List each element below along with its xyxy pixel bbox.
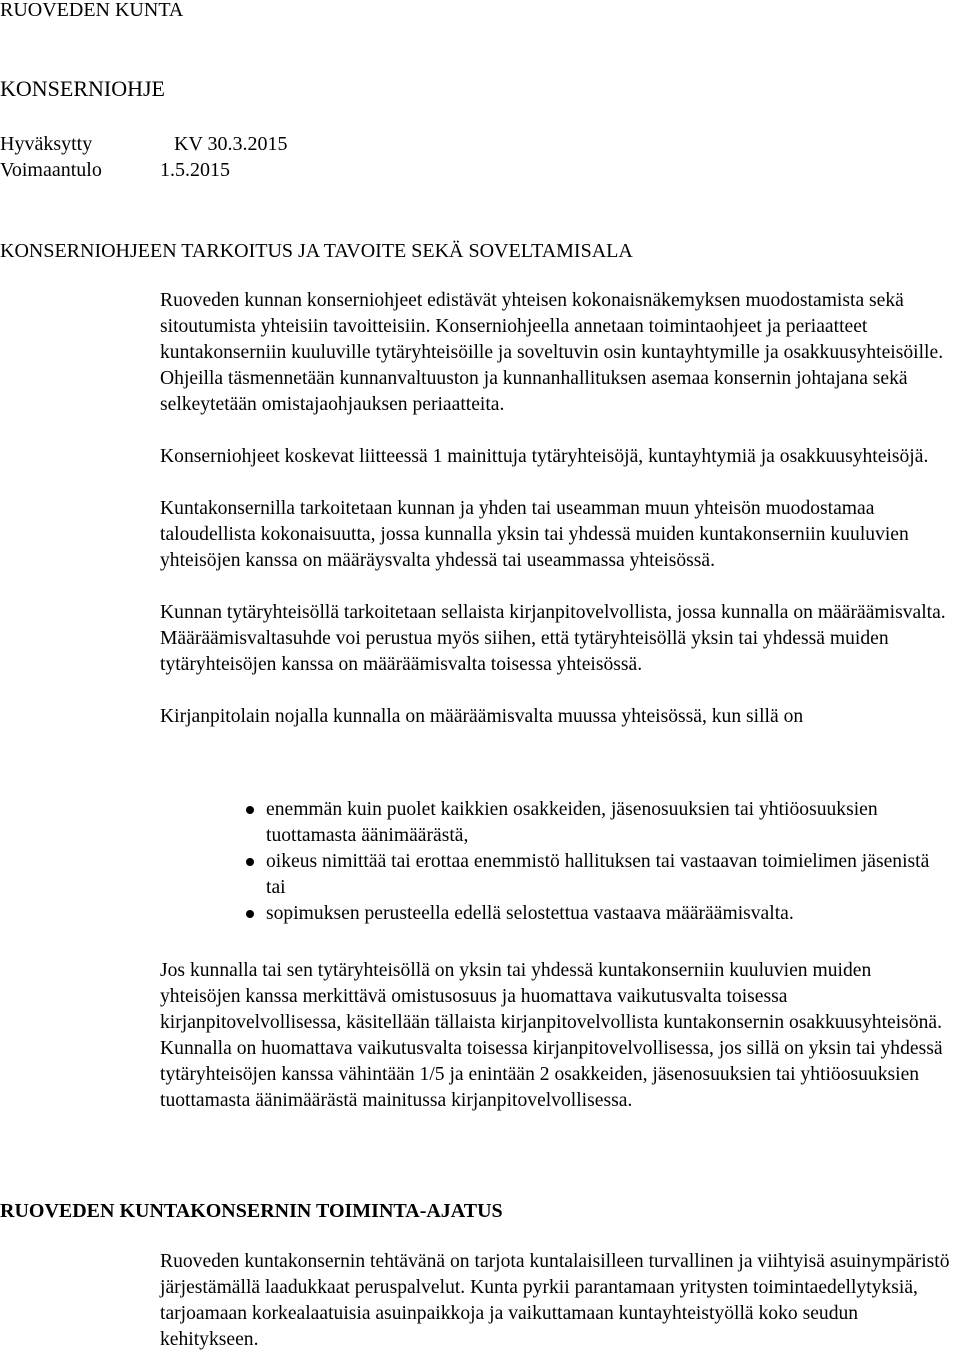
paragraph-purpose: Ruoveden kunnan konserniohjeet edistävät yhteisen kokonaisnäkemyksen muodostamista sekä sitoutumista yhteisiin tavoitteisiin. Konserniohjeella annetaan toimintaohjeet ja periaatteet kuntakonserniin kuuluville tytäryhteisöille ja soveltuvin osin kuntayhtymille ja osakkuusyhteisöille. Ohjeilla täsmennetään kunnanvaltuuston ja kunnanhallituksen asemaa konsernin johtajana sekä selkeytetään omistajaohjauksen periaatteita. (160, 290, 944, 415)
section-heading-mission: RUOVEDEN KUNTAKONSERNIN TOIMINTA-AJATUS (0, 1200, 503, 1222)
bullet-icon (246, 858, 254, 866)
paragraph-osakkuusyhteiso: Jos kunnalla tai sen tytäryhteisöllä on yksin tai yhdessä kuntakonserniin kuuluvien muiden yhteisöjen kanssa merkittävä omistusosuus ja huomattava vaikutusvalta toisessa kirjanpitovelvollisessa, käsitellään tällaista kirjanpitovelvollista kuntakonsernin osakkuusyhteisönä. Kunnalla on huomattava vaikutusvalta toisessa kirjanpitovelvollisessa, jos sillä on yksin tai yhdessä tytäryhteisöjen kanssa vähintään 1/5 ja enintään 2 osakkeiden, jäsenosuuksien tai yhtiöosuuksien tuottamasta äänimäärästä mainitussa kirjanpitovelvollisessa. (160, 960, 943, 1111)
list-item: oikeus nimittää tai erottaa enemmistö hallituksen tai vastaavan toimielimen jäsenistä tai (160, 849, 950, 901)
list-item: sopimuksen perusteella edellä selostettua vastaava määräämisvalta. (160, 901, 950, 927)
paragraph-kirjanpitolaki: Kirjanpitolain nojalla kunnalla on määräämisvalta muussa yhteisössä, kun sillä on (160, 706, 804, 727)
bullet-icon (246, 806, 254, 814)
effective-label: Voimaantulo (0, 159, 102, 181)
approved-value: KV 30.3.2015 (174, 133, 288, 155)
document-title: KONSERNIOHJE (0, 76, 165, 101)
list-item: enemmän kuin puolet kaikkien osakkeiden, jäsenosuuksien tai yhtiöosuuksien tuottamasta äänimäärästä, (160, 797, 950, 849)
effective-value: 1.5.2015 (160, 159, 230, 181)
paragraph-definition-konserni: Kuntakonsernilla tarkoitetaan kunnan ja yhden tai useamman muun yhteisön muodostamaa taloudellista kokonaisuutta, jossa kunnalla yksin tai yhdessä muiden kuntakonserniin kuuluvien yhteisöjen kanssa on määräysvalta yhdessä tai useammassa yhteisössä. (160, 498, 909, 571)
paragraph-mission: Ruoveden kuntakonsernin tehtävänä on tarjota kuntalaisilleen turvallinen ja viihtyisä asuinympäristö järjestämällä laadukkaat peruspalvelut. Kunta pyrkii parantamaan yritysten toimintaedellytyksiä, tarjoamaan korkealaatuisia asuinpaikkoja ja vaikuttamaan kuntayhteistyöllä koko seudun kehitykseen. (160, 1251, 950, 1350)
section-purpose-body (160, 288, 950, 730)
paragraph-definition-tytaryhteiso: Kunnan tytäryhteisöllä tarkoitetaan sellaista kirjanpitovelvollista, jossa kunnalla on määräämisvalta. Määräämisvaltasuhde voi perustua myös siihen, että tytäryhteisöllä yksin tai yhdessä muiden tytäryhteisöjen kanssa on määräämisvalta toisessa yhteisössä. (160, 602, 946, 675)
section-heading-purpose: KONSERNIOHJEEN TARKOITUS JA TAVOITE SEKÄ SOVELTAMISALA (0, 240, 633, 262)
section-osakkuus-body (160, 958, 950, 1114)
section-mission-body (160, 1249, 950, 1353)
control-criteria-list (160, 797, 950, 927)
approved-label: Hyväksytty (0, 133, 93, 155)
bullet-icon (246, 910, 254, 918)
paragraph-scope: Konserniohjeet koskevat liitteessä 1 mainittuja tytäryhteisöjä, kuntayhtymiä ja osakkuusyhteisöjä. (160, 446, 929, 467)
organization-name: RUOVEDEN KUNTA (0, 0, 184, 21)
